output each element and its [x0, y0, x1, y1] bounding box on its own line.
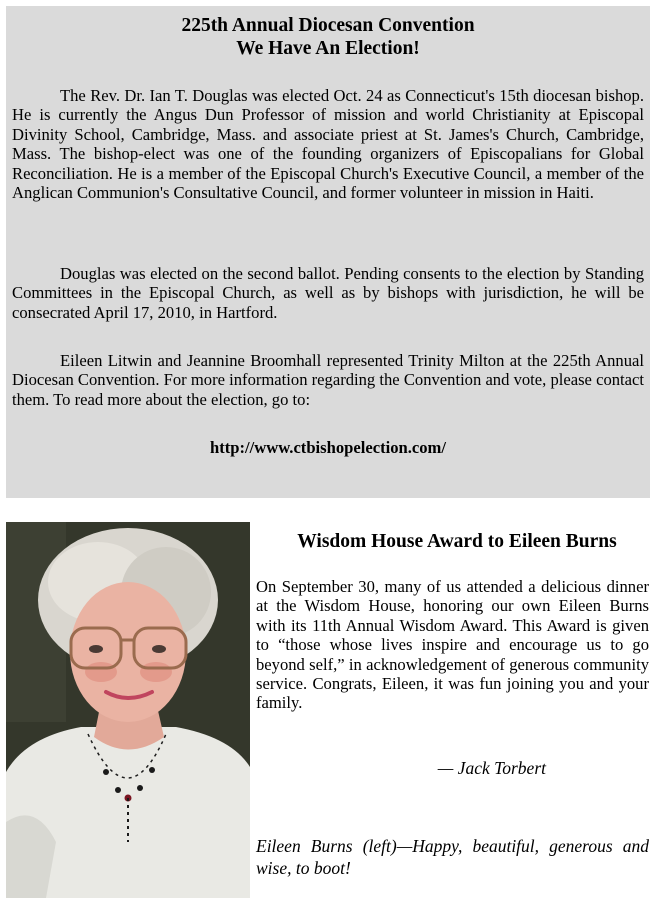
election-url[interactable]: http://www.ctbishopelection.com/ [210, 438, 446, 457]
photo-caption: Eileen Burns (left)—Happy, beautiful, generous and wise, to boot! [256, 836, 649, 878]
award-body: On September 30, many of us attended a delicious dinner at the Wisdom House, honoring our own Eileen Burns with its 11th Annual Wisdom Award. This Award is given to “those whose lives inspire and encourage us to go beyond self,” in acknowledgement of generous community service. Congrats, Eileen, it was fun joining you and your family. [256, 577, 649, 713]
election-paragraph-3: Eileen Litwin and Jeannine Broomhall represented Trinity Milton at the 225th Annual Diocesan Convention. For more information regarding the Convention and vote, please contact them. To read more about the election, go to: [12, 351, 644, 409]
portrait-photo [6, 522, 250, 898]
election-paragraph-1: The Rev. Dr. Ian T. Douglas was elected Oct. 24 as Connecticut's 15th diocesan bishop. He is currently the Angus Dun Professor of mission and world Christianity at Episcopal Divinity School, Cambridge, Mass. and associate priest at St. James's Church, Cambridge, Mass. The bishop-elect was one of the founding organizers of Episcopalians for Global Reconciliation. He is a member of the Episcopal Church's Executive Council, a member of the Anglican Communion's Consultative Council, and former volunteer in mission in Haiti. [12, 86, 644, 203]
election-article [6, 6, 650, 498]
award-signature: — Jack Torbert [437, 758, 546, 778]
election-paragraph-2: Douglas was elected on the second ballot. Pending consents to the election by Standing Committees in the Episcopal Church, as well as by bishops with jurisdiction, he will be consecrated April 17, 2010, in Hartford. [12, 264, 644, 322]
election-title [6, 14, 650, 60]
election-title-line2: We Have An Election! [236, 38, 420, 59]
award-title: Wisdom House Award to Eileen Burns [297, 531, 617, 552]
election-title-line1: 225th Annual Diocesan Convention [181, 15, 475, 36]
